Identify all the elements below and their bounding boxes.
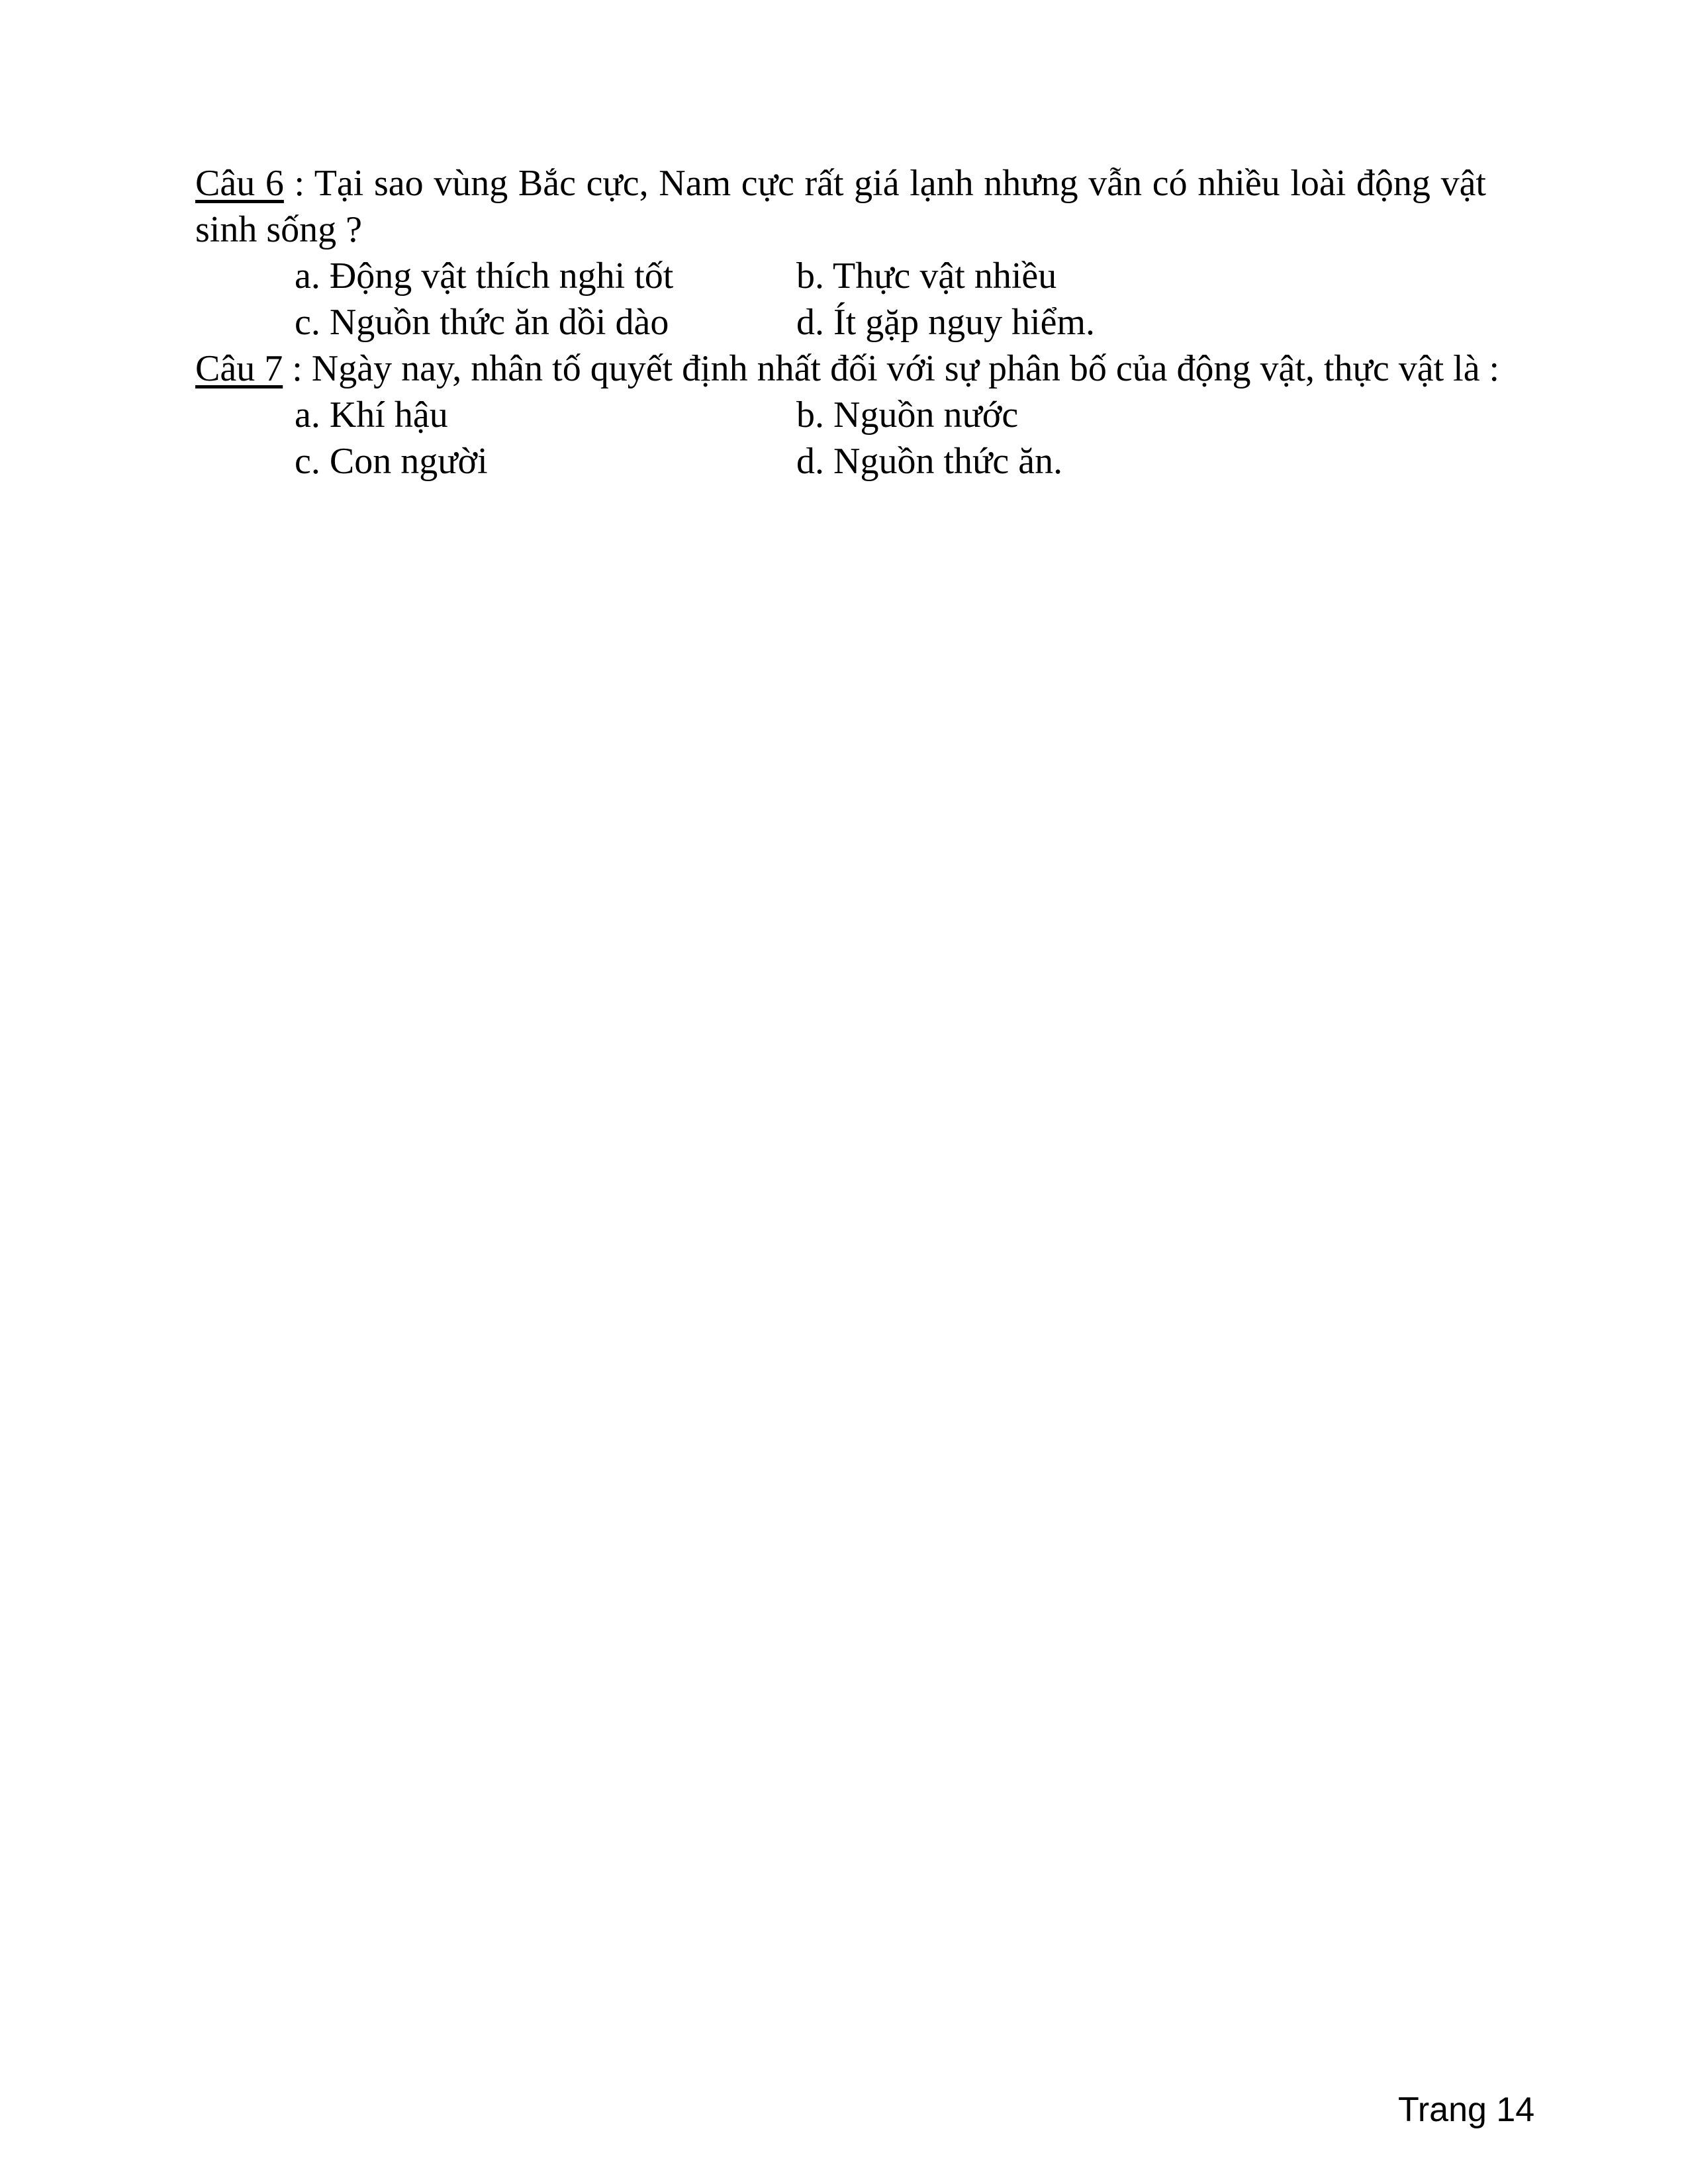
option-7c: c. Con người bbox=[295, 441, 488, 482]
question-6-text: Tại sao vùng Bắc cực, Nam cực rất giá lạnh nhưng vẫn có nhiều loài động vật sinh sống ? bbox=[195, 163, 1486, 250]
option-6b: b. Thực vật nhiều bbox=[796, 255, 1057, 296]
option-6d: d. Ít gặp nguy hiểm. bbox=[796, 302, 1096, 343]
option-7b: b. Nguồn nước bbox=[796, 394, 1019, 435]
question-7-label: Câu 7 bbox=[195, 348, 283, 389]
option-6a: a. Động vật thích nghi tốt bbox=[295, 255, 674, 296]
question-6-options-row-1 bbox=[195, 253, 1486, 299]
question-7-separator: : bbox=[283, 348, 312, 389]
option-7d: d. Nguồn thức ăn. bbox=[796, 441, 1063, 482]
question-6-label: Câu 6 bbox=[195, 163, 284, 204]
question-6-options-row-2 bbox=[195, 299, 1486, 345]
question-7-options-row-2 bbox=[195, 438, 1486, 484]
question-7-options-row-1 bbox=[195, 392, 1486, 438]
option-7a: a. Khí hậu bbox=[295, 394, 448, 435]
option-6c: c. Nguồn thức ăn dồi dào bbox=[295, 302, 669, 343]
question-6-separator: : bbox=[283, 163, 314, 204]
question-7 bbox=[195, 345, 1500, 392]
question-7-text: Ngày nay, nhân tố quyết định nhất đối với sự phân bố của động vật, thực vật là : bbox=[311, 348, 1500, 389]
page-number: Trang 14 bbox=[1398, 2091, 1535, 2129]
quiz-content bbox=[195, 160, 1500, 484]
question-6 bbox=[195, 160, 1486, 253]
